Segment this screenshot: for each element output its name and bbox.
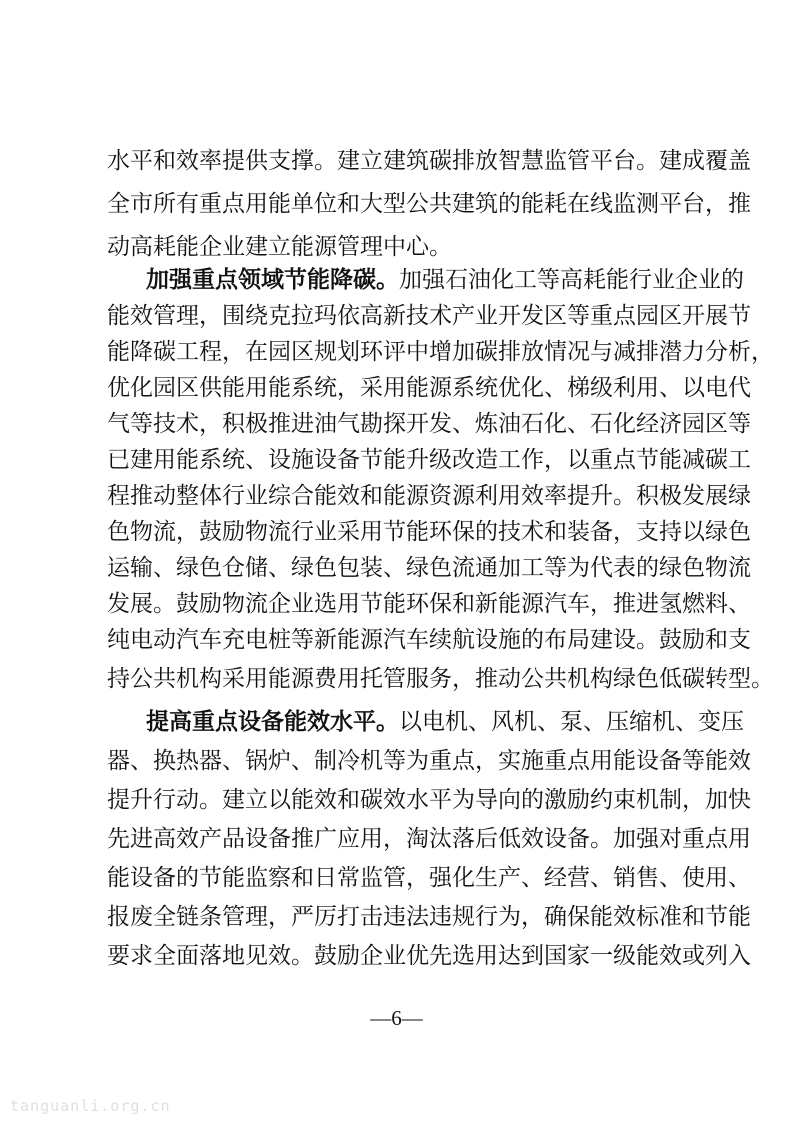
text-line: 优化园区供能用能系统，采用能源系统优化、梯级利用、以电代: [107, 375, 751, 401]
text-line: 能效管理，围绕克拉玛依高新技术产业开发区等重点园区开展节: [107, 303, 751, 329]
text-line: 报废全链条管理，严厉打击违法违规行为，确保能效标准和节能: [107, 904, 751, 930]
paragraph-text: 加强石油化工等高耗能行业企业的: [399, 267, 744, 293]
text-line: 持公共机构采用能源费用托管服务，推动公共机构绿色低碳转型。: [107, 666, 774, 692]
text-line: 纯电动汽车充电桩等新能源汽车续航设施的布局建设。鼓励和支: [107, 627, 751, 653]
page-number: —6—: [370, 1006, 423, 1030]
text-line: 水平和效率提供支撑。建立建筑碳排放智慧监管平台。建成覆盖: [107, 148, 751, 174]
text-line: 色物流，鼓励物流行业采用节能环保的技术和装备，支持以绿色: [107, 519, 751, 545]
text-line: 能降碳工程，在园区规划环评中增加碳排放情况与减排潜力分析，: [107, 339, 774, 365]
text-line: 器、换热器、锅炉、制冷机等为重点，实施重点用能设备等能效: [107, 748, 751, 774]
text-line: 发展。鼓励物流企业选用节能环保和新能源汽车，推进氢燃料、: [107, 591, 751, 617]
text-line: 提升行动。建立以能效和碳效水平为导向的激励约束机制，加快: [107, 787, 751, 813]
text-line: 运输、绿色仓储、绿色包装、绿色流通加工等为代表的绿色物流: [107, 555, 751, 581]
text-line: 要求全面落地见效。鼓励企业优先选用达到国家一级能效或列入: [107, 943, 751, 969]
text-line: 能设备的节能监察和日常监管，强化生产、经营、销售、使用、: [107, 865, 751, 891]
text-line: 动高耗能企业建立能源管理中心。: [107, 234, 452, 260]
text-line: 先进高效产品设备推广应用，淘汰落后低效设备。加强对重点用: [107, 826, 751, 852]
paragraph-heading: 提高重点设备能效水平。: [146, 709, 399, 735]
text-line: 全市所有重点用能单位和大型公共建筑的能耗在线监测平台，推: [107, 191, 751, 217]
paragraph-heading: 加强重点领域节能降碳。: [146, 267, 399, 293]
paragraph-text: 以电机、风机、泵、压缩机、变压: [399, 709, 744, 735]
text-line: 已建用能系统、设施设备节能升级改造工作，以重点节能减碳工: [107, 447, 751, 473]
watermark: tanguanli.org.cn: [10, 1097, 171, 1115]
paragraph-first-line: [146, 261, 744, 299]
text-line: 程推动整体行业综合能效和能源资源利用效率提升。积极发展绿: [107, 483, 751, 509]
text-line: 气等技术，积极推进油气勘探开发、炼油石化、石化经济园区等: [107, 411, 751, 437]
paragraph-first-line: [146, 703, 744, 741]
